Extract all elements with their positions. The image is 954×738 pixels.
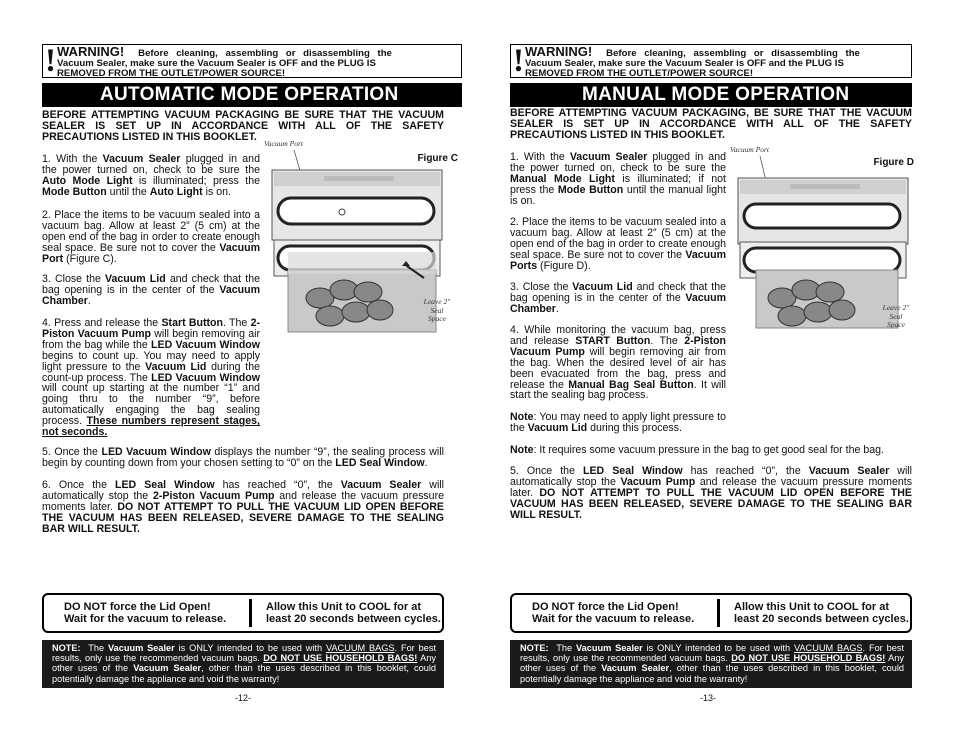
leave-text: Leave 2": [882, 303, 910, 312]
warning-line3: REMOVED FROM THE OUTLET/POWER SOURCE!: [525, 68, 754, 79]
caution-lid: DO NOT force the Lid Open! Wait for the vacuum to release.: [64, 601, 227, 625]
caution-lid: DO NOT force the Lid Open! Wait for the vacuum to release.: [532, 601, 695, 625]
exclamation-icon: !: [513, 43, 524, 79]
vacuum-port-label: Vacuum Port: [264, 139, 303, 148]
warning-label: WARNING!: [57, 44, 125, 59]
intro-paragraph: BEFORE ATTEMPTING VACUUM PACKAGING BE SURE THAT THE VACUUM SEALER IS SET UP IN ACCORDANCE WITH ALL OF THE SAFETY PRECAUTIONS LISTED IN THIS BOOKLET.: [42, 109, 444, 143]
page-left: [42, 0, 462, 738]
caution-box: [510, 593, 912, 633]
section-title: MANUAL MODE OPERATION: [510, 83, 912, 107]
warning-text: [525, 44, 907, 79]
figure-label: Figure C: [417, 153, 458, 164]
seal-text: Seal: [889, 311, 903, 321]
caution-divider: [249, 599, 252, 627]
note-vacuum-pressure: Note: It requires some vacuum pressure in the bag to get good seal for the bag.: [510, 444, 884, 456]
figure-d: [730, 146, 914, 336]
page-number: -13-: [700, 693, 717, 703]
warning-line1: Before cleaning, assembling or disassembling the: [138, 48, 392, 59]
warning-line2: Vacuum Sealer, make sure the Vacuum Sealer is OFF and the PLUG IS: [57, 58, 376, 69]
space-text: Space: [428, 314, 446, 323]
step-5: 5. Once the LED Seal Window has reached “0”, the Vacuum Sealer will automatically stop the Vacuum Pump and release the vacuum pressure moments later. DO NOT ATTEMPT TO PULL THE VACUUM LID OPEN BEFORE THE VACUUM HAS BEEN RELEASED, SEVERE DAMAGE TO THE SEALING BAR WILL RESULT.: [510, 465, 913, 521]
leave-text: Leave 2": [423, 297, 451, 306]
step-6: 6. Once the LED Seal Window has reached “0”, the Vacuum Sealer will automatically stop the 2-Piston Vacuum Pump and release the vacuum pressure moments later. DO NOT ATTEMPT TO PULL THE VACUUM LID OPEN BEFORE THE VACUUM HAS BEEN RELEASED, SEVERE DAMAGE TO THE SEALING BAR WILL RESULT.: [42, 479, 445, 535]
vacuum-port-label: Vacuum Port: [730, 145, 769, 154]
warning-box: [510, 44, 912, 78]
leave-seal-space-label: [414, 298, 460, 324]
figure-c: [264, 140, 460, 340]
note-box: NOTE: The Vacuum Sealer is ONLY intended to be used with VACUUM BAGS. For best results, only use the recommended vacuum bags. DO NOT USE HOUSEHOLD BAGS! Any other uses of the Vacuum Sealer, other than the uses described in this booklet, could potentially damage the appliance and void the warranty!: [42, 640, 444, 688]
step-2: 2. Place the items to be vacuum sealed into a vacuum bag. Allow at least 2” (5 cm) at the open end of the bag in order to create enough seal space. Be sure not to cover the Vacuum Ports (Figure D).: [510, 216, 726, 272]
step-1: 1. With the Vacuum Sealer plugged in and the power turned on, check to be sure the Manual Mode Light is illuminated; if not press the Mode Button until the manual light is on.: [510, 151, 726, 207]
step-1: 1. With the Vacuum Sealer plugged in and the power turned on, check to be sure the Auto Mode Light is illuminated; press the Mode Button until the Auto Light is on.: [42, 153, 260, 198]
step-4: 4. Press and release the Start Button. The 2-Piston Vacuum Pump will begin removing air from the bag while the LED Vacuum Window begins to count up. You may need to apply light pressure to the Vacuum Lid during the count-up process. The LED Vacuum Window will count up starting at the number “1” and going thru to the number “9”, before automatically engaging the bag sealing process. These numbers represent stages, not seconds.: [42, 317, 261, 439]
warning-text: [57, 44, 457, 79]
page-right: [510, 0, 912, 738]
intro-paragraph: BEFORE ATTEMPTING VACUUM PACKAGING, BE SURE THAT THE VACUUM SEALER IS SET UP IN ACCORDANCE WITH ALL OF THE SAFETY PRECAUTIONS LISTED IN THIS BOOKLET.: [510, 107, 912, 141]
note-box: NOTE: The Vacuum Sealer is ONLY intended to be used with VACUUM BAGS. For best results, only use the recommended vacuum bags. DO NOT USE HOUSEHOLD BAGS! Any other uses of the Vacuum Sealer, other than the uses described in this booklet, could potentially damage the appliance and void the warranty!: [510, 640, 912, 688]
note-pressure: Note: You may need to apply light pressure to the Vacuum Lid during this process.: [510, 411, 726, 434]
step-5: 5. Once the LED Vacuum Window displays the number “9”, the sealing process will begin by counting down from your chosen setting to “0” on the LED Seal Window.: [42, 446, 444, 469]
warning-line3: REMOVED FROM THE OUTLET/POWER SOURCE!: [57, 68, 286, 79]
step-2: 2. Place the items to be vacuum sealed into a vacuum bag. Allow at least 2” (5 cm) at the open end of the bag in order to create enough seal space. Be sure not to cover the Vacuum Port (Figure C).: [42, 209, 260, 265]
leave-seal-space-label: [874, 304, 918, 330]
caution-box: [42, 593, 444, 633]
warning-box: [42, 44, 462, 78]
seal-text: Seal: [430, 305, 444, 315]
step-3: 3. Close the Vacuum Lid and check that the bag opening is in the center of the Vacuum Chamber.: [510, 281, 726, 315]
warning-line2: Vacuum Sealer, make sure the Vacuum Sealer is OFF and the PLUG IS: [525, 58, 844, 69]
figure-label: Figure D: [873, 157, 914, 168]
caution-cool: Allow this Unit to COOL for at least 20 seconds between cycles.: [734, 601, 909, 625]
warning-line1: Before cleaning, assembling or disassembling the: [606, 48, 860, 59]
step-4: 4. While monitoring the vacuum bag, press and release START Button. The 2-Piston Vacuum Pump will begin removing air from the bag. When the desired level of air has been evacuated from the bag, press and release the Manual Bag Seal Button. It will start the sealing bag process.: [510, 324, 726, 402]
warning-label: WARNING!: [525, 44, 593, 59]
caution-divider: [717, 599, 720, 627]
section-title: AUTOMATIC MODE OPERATION: [42, 83, 462, 107]
page-number: -12-: [235, 693, 252, 703]
exclamation-icon: !: [45, 43, 56, 79]
step-3: 3. Close the Vacuum Lid and check that the bag opening is in the center of the Vacuum Chamber.: [42, 273, 260, 307]
caution-cool: Allow this Unit to COOL for at least 20 seconds between cycles.: [266, 601, 441, 625]
space-text: Space: [887, 320, 905, 329]
